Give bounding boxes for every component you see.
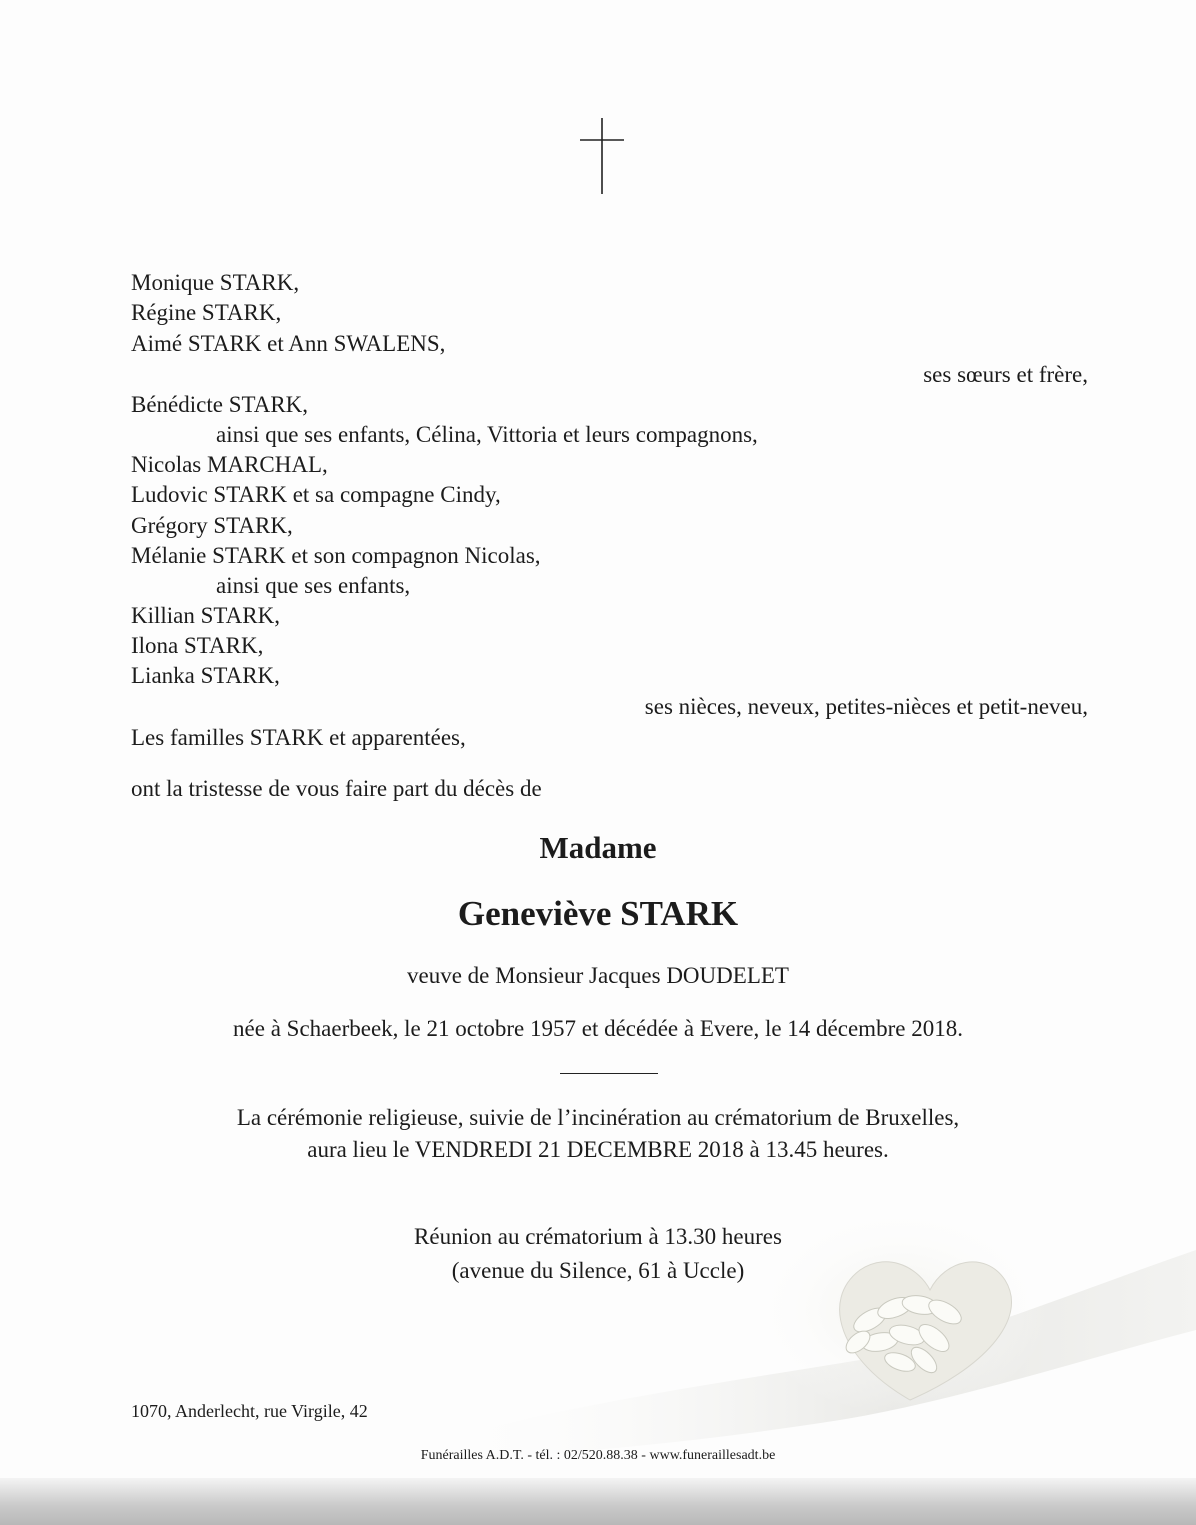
scan-edge	[0, 1478, 1196, 1525]
family-line: ainsi que ses enfants, Célina, Vittoria et leurs compagnons,	[216, 422, 758, 447]
family-line: Bénédicte STARK,	[131, 392, 309, 417]
divider	[560, 1073, 658, 1074]
ceremony-line: aura lieu le VENDREDI 21 DECEMBRE 2018 à 13.45 heures.	[307, 1137, 889, 1162]
honorific: Madame	[539, 830, 657, 865]
family-line: Régine STARK,	[131, 300, 282, 325]
family-line: Les familles STARK et apparentées,	[131, 725, 466, 750]
address: 1070, Anderlecht, rue Virgile, 42	[131, 1401, 368, 1421]
family-line: Aimé STARK et Ann SWALENS,	[131, 331, 446, 356]
family-line: Killian STARK,	[131, 603, 280, 628]
relation-label: ses nièces, neveux, petites-nièces et petit-neveu,	[644, 694, 1088, 719]
meeting-line: Réunion au crématorium à 13.30 heures	[414, 1224, 782, 1249]
relation-label: ses sœurs et frère,	[923, 362, 1088, 387]
family-line: Ludovic STARK et sa compagne Cindy,	[131, 482, 501, 507]
family-line: Monique STARK,	[131, 270, 300, 295]
family-line: Ilona STARK,	[131, 633, 264, 658]
widow-line: veuve de Monsieur Jacques DOUDELET	[407, 963, 789, 988]
family-line: Mélanie STARK et son compagnon Nicolas,	[131, 543, 541, 568]
flower-heart-image	[440, 1210, 1196, 1460]
cross-icon	[572, 118, 632, 194]
family-line: Lianka STARK,	[131, 663, 280, 688]
dates-line: née à Schaerbeek, le 21 octobre 1957 et décédée à Evere, le 14 décembre 2018.	[233, 1016, 963, 1041]
meeting-line: (avenue du Silence, 61 à Uccle)	[451, 1258, 745, 1283]
family-line: ainsi que ses enfants,	[216, 573, 411, 598]
family-line: Nicolas MARCHAL,	[131, 452, 328, 477]
announcement: ont la tristesse de vous faire part du décès de	[131, 776, 542, 801]
deceased-name: Geneviève STARK	[457, 894, 739, 933]
funeral-home-footer: Funérailles A.D.T. - tél. : 02/520.88.38 - www.funeraillesadt.be	[420, 1448, 776, 1463]
ceremony-line: La cérémonie religieuse, suivie de l’incinération au crématorium de Bruxelles,	[236, 1105, 960, 1130]
family-line: Grégory STARK,	[131, 513, 293, 538]
